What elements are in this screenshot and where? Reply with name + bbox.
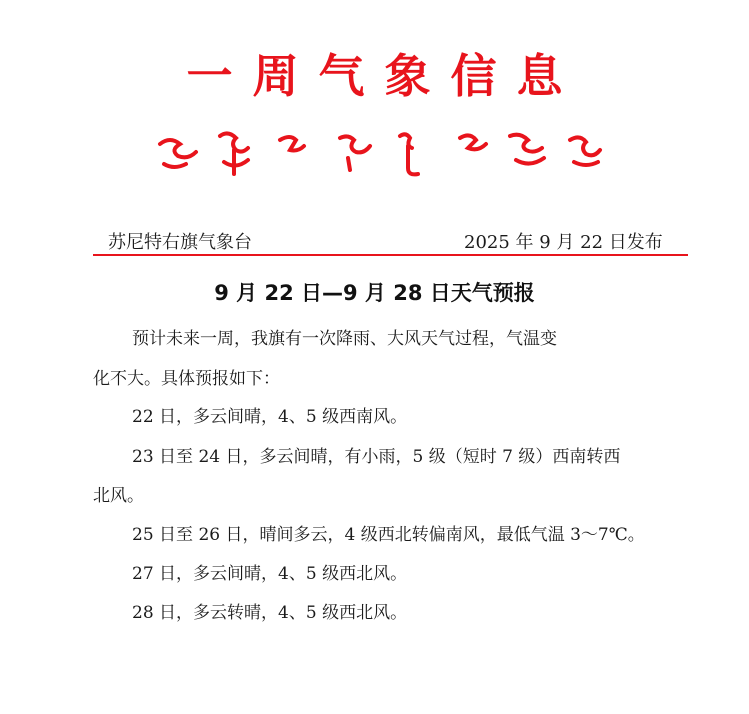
forecast-day-22: 22 日，多云间晴，4、5 级西南风。: [132, 407, 408, 427]
forecast-day-23-line-2: 北风。: [93, 486, 144, 506]
publish-date: 2025 年 9 月 22 日发布: [464, 232, 663, 253]
header-divider: [93, 254, 688, 256]
intro-line-1: 预计未来一周，我旗有一次降雨、大风天气过程，气温变: [132, 329, 557, 349]
forecast-day-23-line-1: 23 日至 24 日，多云间晴，有小雨，5 级（短时 7 级）西南转西: [132, 447, 621, 467]
forecast-day-28: 28 日，多云转晴，4、5 级西北风。: [132, 603, 408, 623]
publisher-name: 苏尼特右旗气象台: [108, 232, 252, 253]
intro-line-2: 化不大。具体预报如下：: [93, 369, 280, 389]
forecast-day-27: 27 日，多云间晴，4、5 级西北风。: [132, 564, 408, 584]
forecast-day-25: 25 日至 26 日，晴间多云，4 级西北转偏南风，最低气温 3～7℃。: [132, 525, 645, 545]
masthead-title: 一周气象信息: [186, 49, 583, 103]
report-title: 9 月 22 日—9 月 28 日天气预报: [214, 281, 535, 305]
mongolian-title-logo: [150, 122, 610, 182]
